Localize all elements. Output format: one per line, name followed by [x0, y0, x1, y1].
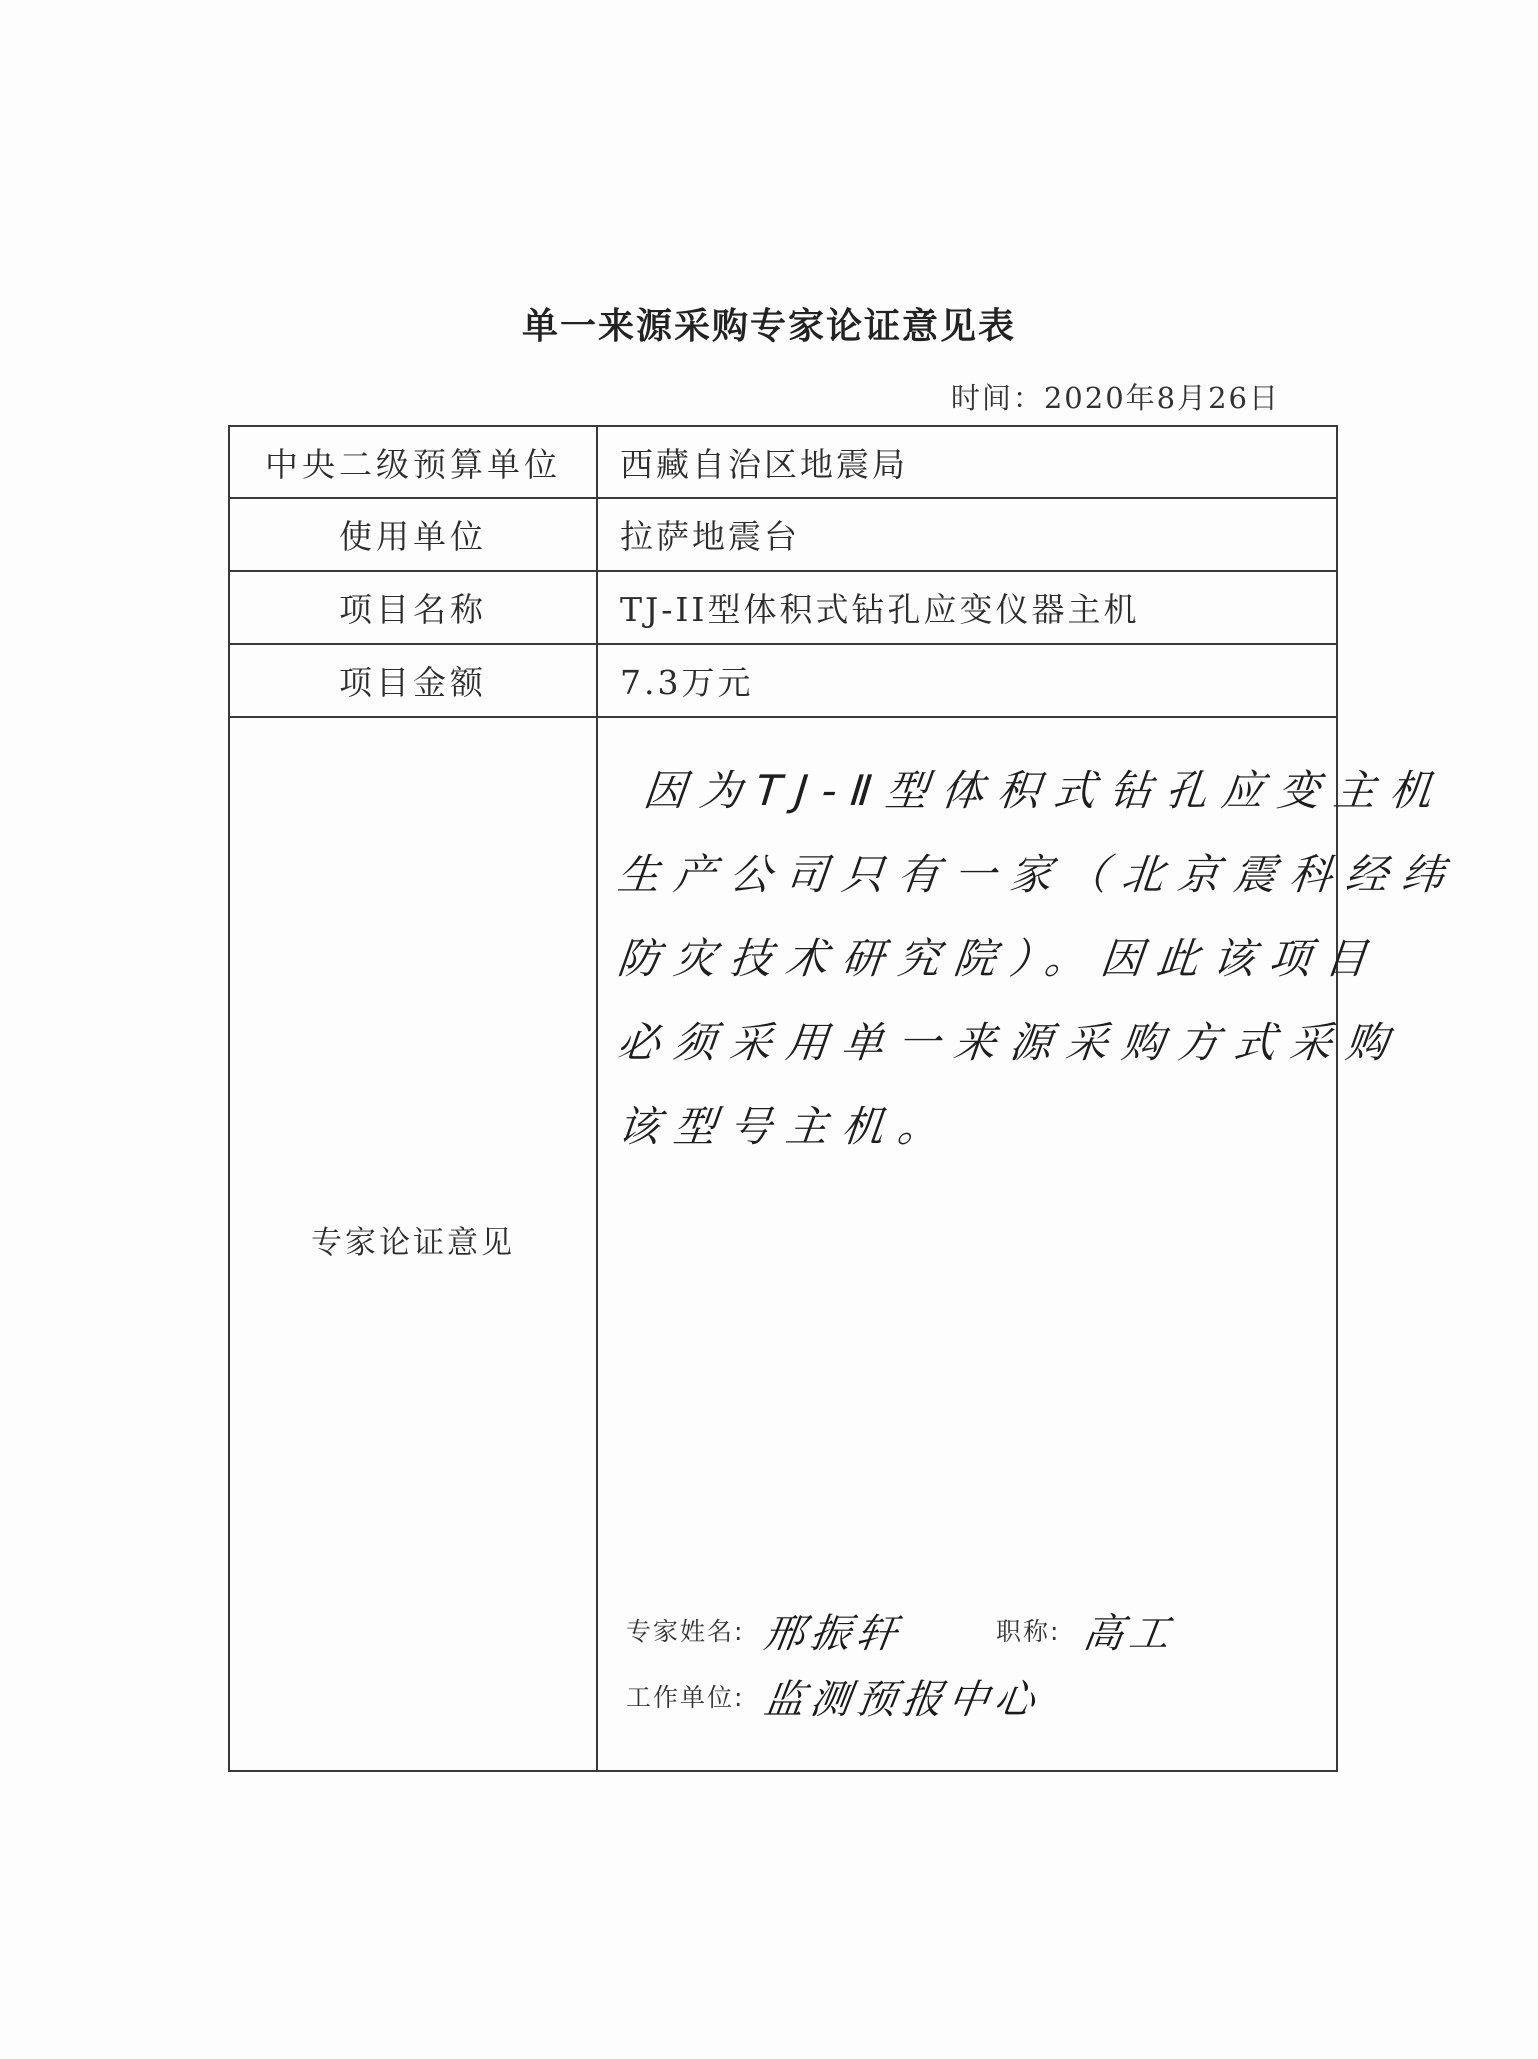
opinion-line: 防灾技术研究院）。因此该项目: [615, 934, 1384, 983]
expert-name-signature: 邢振轩: [761, 1611, 906, 1657]
document-title: 单一来源采购专家论证意见表: [521, 306, 1016, 347]
work-unit-label: 工作单位:: [626, 1683, 745, 1712]
user-unit-value: 拉萨地震台: [620, 517, 800, 556]
document-date: 时间：2020年8月26日: [950, 381, 1280, 415]
opinion-form-table: [228, 425, 1461, 1772]
table-row-user-unit: [230, 499, 1336, 572]
project-name-label: 项目名称: [230, 572, 598, 643]
budget-unit-label: 中央二级预算单位: [230, 427, 598, 497]
professional-title-value: 高工: [1080, 1611, 1179, 1657]
user-unit-label: 使用单位: [230, 499, 598, 570]
professional-title-label: 职称:: [996, 1617, 1061, 1646]
table-row-expert-opinion: [230, 718, 1461, 1770]
table-row-project-amount: [230, 645, 1336, 718]
work-unit-value: 监测预报中心: [761, 1677, 1044, 1723]
project-amount-value: 7.3万元: [620, 663, 754, 702]
opinion-line: 因为TJ-Ⅱ型体积式钻孔应变主机: [641, 766, 1449, 815]
project-name-value: TJ-II型体积式钻孔应变仪器主机: [620, 590, 1140, 629]
opinion-line: 该型号主机。: [615, 1102, 957, 1151]
opinion-line: 必须采用单一来源采购方式采购: [615, 1018, 1405, 1067]
expert-opinion-label: 专家论证意见: [230, 718, 598, 1770]
expert-name-label: 专家姓名:: [626, 1617, 745, 1646]
table-row-budget-unit: [230, 427, 1336, 499]
project-amount-label: 项目金额: [230, 645, 598, 716]
opinion-line: 生产公司只有一家（北京震科经纬: [615, 850, 1461, 899]
table-row-project-name: [230, 572, 1336, 645]
budget-unit-value: 西藏自治区地震局: [620, 444, 908, 484]
